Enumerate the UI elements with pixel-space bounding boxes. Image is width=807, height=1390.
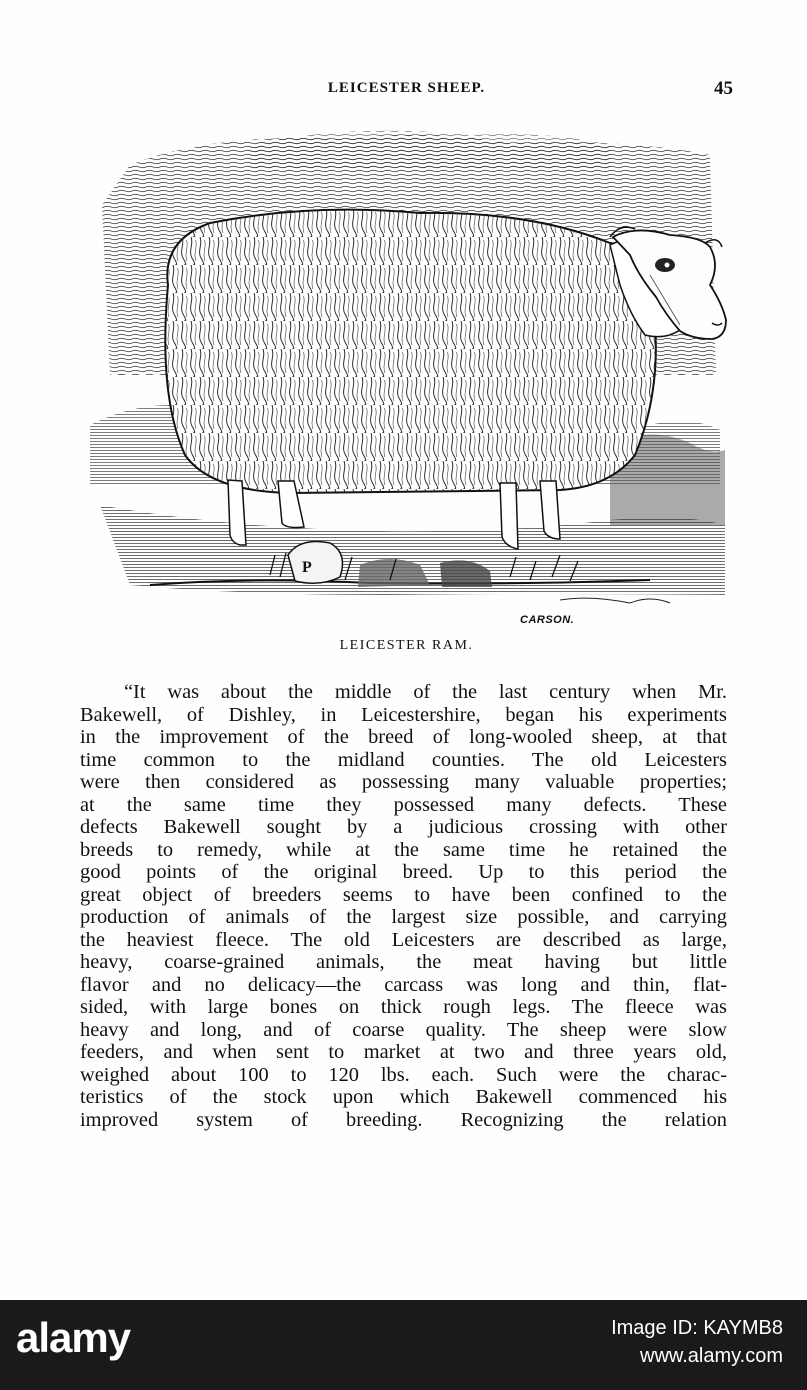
text-line: breeds to remedy, while at the same time he retained the xyxy=(80,838,727,861)
text-line: “It was about the middle of the last century when Mr. xyxy=(124,681,727,703)
text-line: in the improvement of the breed of long-wooled sheep, at that xyxy=(80,726,727,748)
text-line: improved system of breeding. Recognizing the relation xyxy=(80,1108,727,1131)
text-line: heavy, coarse-grained animals, the meat having but little xyxy=(80,951,727,973)
text-line: flavor and no delicacy—the carcass was long and thin, flat- xyxy=(80,973,727,996)
stone-letter: P xyxy=(302,559,312,576)
body-text xyxy=(80,681,727,1131)
engraver-signature: CARSON. xyxy=(520,614,575,626)
page-number: 45 xyxy=(714,78,733,99)
alamy-logo: alamy xyxy=(16,1314,131,1361)
text-line: great object of breeders seems to have been confined to the xyxy=(80,883,727,906)
text-line: sided, with large bones on thick rough legs. The fleece was xyxy=(80,996,727,1018)
text-line: weighed about 100 to 120 lbs. each. Such were the charac- xyxy=(80,1063,727,1086)
image-id-label: Image ID: KAYMB8 xyxy=(611,1317,783,1339)
text-line: Bakewell, of Dishley, in Leicestershire, began his experiments xyxy=(80,703,727,726)
text-line: the heaviest fleece. The old Leicesters are described as large, xyxy=(80,928,727,951)
watermark-footer xyxy=(0,1300,807,1390)
text-line: heavy and long, and of coarse quality. The sheep were slow xyxy=(80,1018,727,1041)
text-line: teristics of the stock upon which Bakewell commenced his xyxy=(80,1086,727,1108)
text-line: were then considered as possessing many valuable properties; xyxy=(80,771,727,793)
running-header xyxy=(80,78,733,108)
text-line: defects Bakewell sought by a judicious crossing with other xyxy=(80,816,727,838)
text-line: at the same time they possessed many defects. These xyxy=(80,793,727,816)
text-line: time common to the midland counties. The old Leicesters xyxy=(80,748,727,771)
site-url-label: www.alamy.com xyxy=(640,1345,783,1367)
text-line: production of animals of the largest size possible, and carrying xyxy=(80,906,727,928)
text-line: feeders, and when sent to market at two and three years old, xyxy=(80,1041,727,1063)
figure-caption: LEICESTER RAM. xyxy=(339,638,474,653)
leicester-ram-engraving xyxy=(90,125,730,635)
text-line: good points of the original breed. Up to this period the xyxy=(80,861,727,883)
running-title: LEICESTER SHEEP. xyxy=(327,80,486,96)
